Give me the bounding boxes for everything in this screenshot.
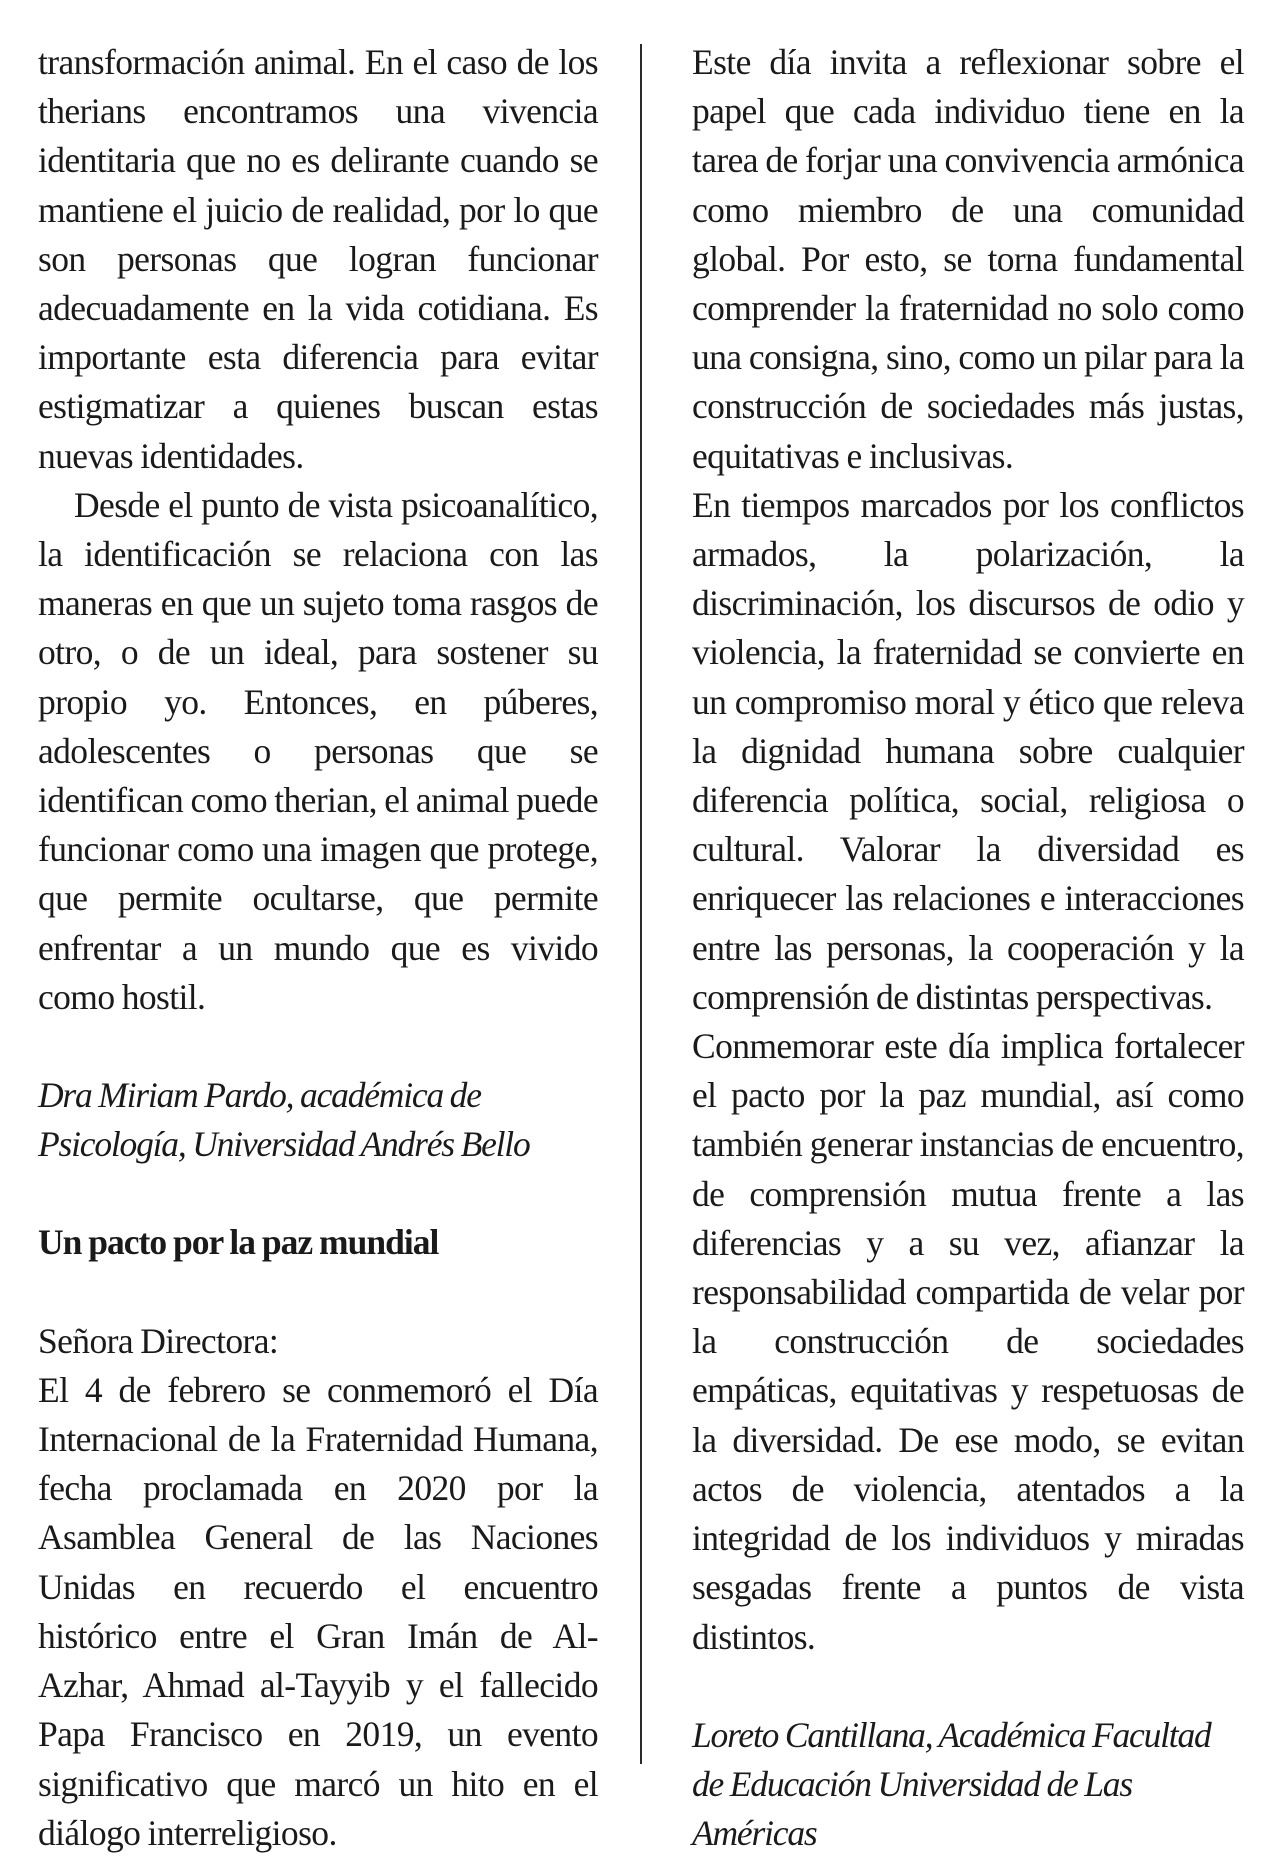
left-column <box>38 38 598 1858</box>
letter-paragraph: El 4 de febrero se conmemoró el Día Internacional de la Fraternidad Humana, fecha proclamada en 2020 por la Asamblea General de las Naciones Unidas en recuerdo el encuentro histórico entre el Gran Imán de Al-Azhar, Ahmad al-Tayyib y el fallecido Papa Francisco en 2019, un evento significativo que marcó un hito en el diálogo interreligioso. <box>38 1369 598 1853</box>
column-divider <box>640 44 642 1764</box>
letter-signature: Loreto Cantillana, Académica Facultad de Educación Universidad de Las Américas <box>692 1714 1211 1854</box>
letter-headline: Un pacto por la paz mundial <box>38 1222 439 1263</box>
letter-paragraph: En tiempos marcados por los conflictos armados, la polarización, la discriminación, los discursos de odio y violencia, la fraternidad se convierte en un compromiso moral y ético que releva la dignidad humana sobre cualquier diferencia política, social, religiosa o cultural. Valorar la diversidad es enriquecer las relaciones e interacciones entre las personas, la cooperación y la comprensión de distintas perspectivas. <box>692 484 1244 1017</box>
letter-salutation: Señora Directora: <box>38 1320 279 1361</box>
spacer <box>692 1662 1244 1711</box>
spacer <box>38 1169 598 1218</box>
spacer <box>38 1022 598 1071</box>
letter-paragraph: Desde el punto de vista psicoanalítico, la identificación se relaciona con las maneras en que un sujeto toma rasgos de otro, o de un ideal, para sostener su propio yo. Entonces, en púberes, adolescentes o personas que se identifican como therian, el animal puede funcionar como una imagen que protege, que permite ocultarse, que permite enfrentar a un mundo que es vivido como hostil. <box>38 484 598 1017</box>
spacer <box>38 1268 598 1317</box>
letter-signature: Dra Miriam Pardo, académica de Psicología, Universidad Andrés Bello <box>38 1075 530 1165</box>
letter-paragraph: Este día invita a reflexionar sobre el papel que cada individuo tiene en la tarea de forjar una convivencia armónica como miembro de una comunidad global. Por esto, se torna fundamental comprender la fraternidad no solo como una consigna, sino, como un pilar para la construcción de sociedades más justas, equitativas e inclusivas. <box>692 42 1244 476</box>
right-column <box>692 38 1244 1858</box>
letter-paragraph: transformación animal. En el caso de los therians encontramos una vivencia identitaria que no es delirante cuando se mantiene el juicio de realidad, por lo que son personas que logran funcionar adecuadamente en la vida cotidiana. Es importante esta diferencia para evitar estigmatizar a quienes buscan estas nuevas identidades. <box>38 42 598 476</box>
letter-paragraph: Conmemorar este día implica fortalecer el pacto por la paz mundial, así como también generar instancias de encuentro, de comprensión mutua frente a las diferencias y a su vez, afianzar la responsabilidad compartida de velar por la construcción de sociedades empáticas, equitativas y respetuosas de la diversidad. De ese modo, se evitan actos de violencia, atentados a la integridad de los individuos y miradas sesgadas frente a puntos de vista distintos. <box>692 1026 1244 1657</box>
